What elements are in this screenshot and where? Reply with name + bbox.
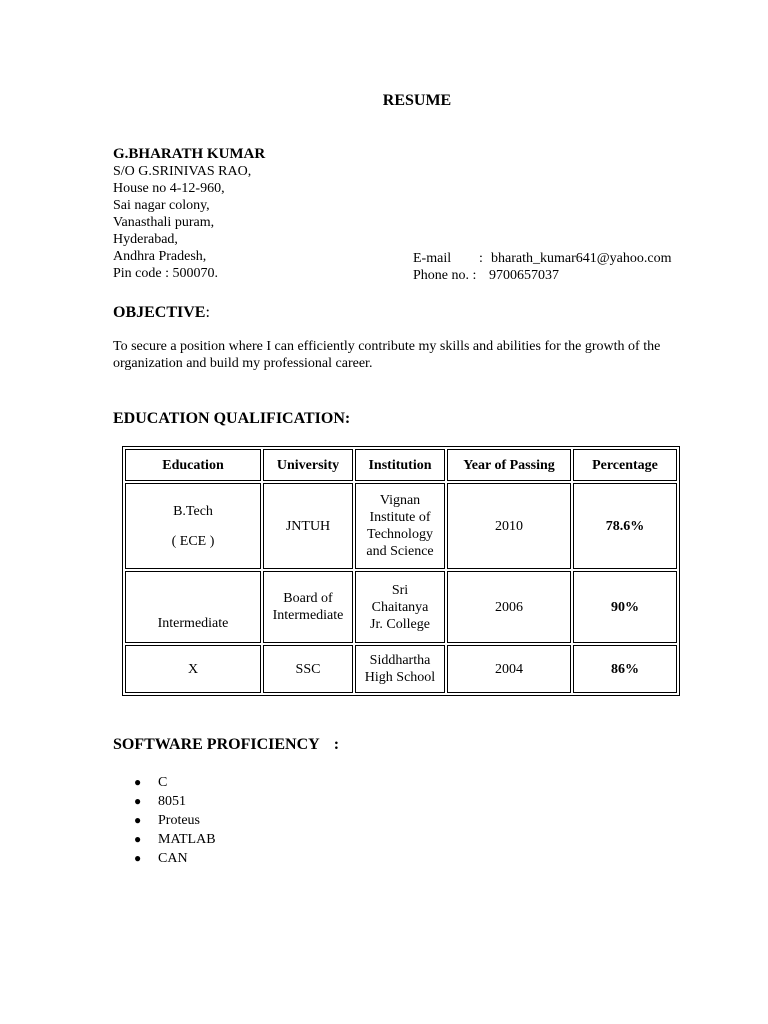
contact-block [413,250,671,284]
objective-text: To secure a position where I can efficiently contribute my skills and abilities for the growth of the organization and build my professional career. [113,339,661,371]
university-cell: SSC [263,645,353,693]
address-line: House no 4-12-960, [113,181,225,196]
table-row [125,645,677,693]
phone-value: 9700657037 [489,268,559,283]
address-block [113,146,265,282]
year-cell: 2010 [447,483,571,569]
education-cell: Intermediate [125,571,261,643]
software-heading: SOFTWARE PROFICIENCY : [113,736,340,753]
address-line: Pin code : 500070. [113,266,218,281]
percentage-cell: 90% [573,571,677,643]
bullet-icon: ● [134,851,142,865]
year-cell: 2006 [447,571,571,643]
bullet-icon: ● [134,794,142,808]
list-item: ● Proteus [134,813,200,828]
table-row [125,483,677,569]
year-cell: 2004 [447,645,571,693]
institution-cell: Vignan Institute of Technology and Science [355,483,445,569]
phone-row [413,267,671,284]
candidate-name: G.BHARATH KUMAR [113,146,266,162]
address-line: Vanasthali puram, [113,215,215,230]
bullet-icon: ● [134,813,142,827]
institution-cell: Siddhartha High School [355,645,445,693]
list-item: ● MATLAB [134,832,216,847]
column-header: University [263,449,353,481]
column-header: Education [125,449,261,481]
objective-heading: OBJECTIVE: [113,304,210,321]
percentage-cell: 86% [573,645,677,693]
email-row [413,250,671,267]
university-cell: JNTUH [263,483,353,569]
list-item: ● CAN [134,851,188,866]
email-label: E-mail [413,251,452,266]
institution-cell: Sri Chaitanya Jr. College [355,571,445,643]
education-cell: X [125,645,261,693]
percentage-cell: 78.6% [573,483,677,569]
document-title: RESUME [382,92,452,109]
phone-label: Phone no. : [413,268,477,283]
email-value: bharath_kumar641@yahoo.com [491,251,672,266]
column-header: Institution [355,449,445,481]
university-cell: Board of Intermediate [263,571,353,643]
email-separator: : [479,251,483,266]
address-line: Sai nagar colony, [113,198,210,213]
address-line: Andhra Pradesh, [113,249,207,264]
table-row [125,571,677,643]
education-cell: B.Tech ( ECE ) [125,483,261,569]
list-item: ● 8051 [134,794,186,809]
list-item: ● C [134,775,168,790]
column-header: Percentage [573,449,677,481]
address-line: Hyderabad, [113,232,178,247]
table-header-row [125,449,677,481]
bullet-icon: ● [134,832,142,846]
education-heading: EDUCATION QUALIFICATION: [113,410,351,427]
software-list [113,773,216,868]
address-line: S/O G.SRINIVAS RAO, [113,164,252,179]
education-table [122,446,680,696]
bullet-icon: ● [134,775,142,789]
column-header: Year of Passing [447,449,571,481]
